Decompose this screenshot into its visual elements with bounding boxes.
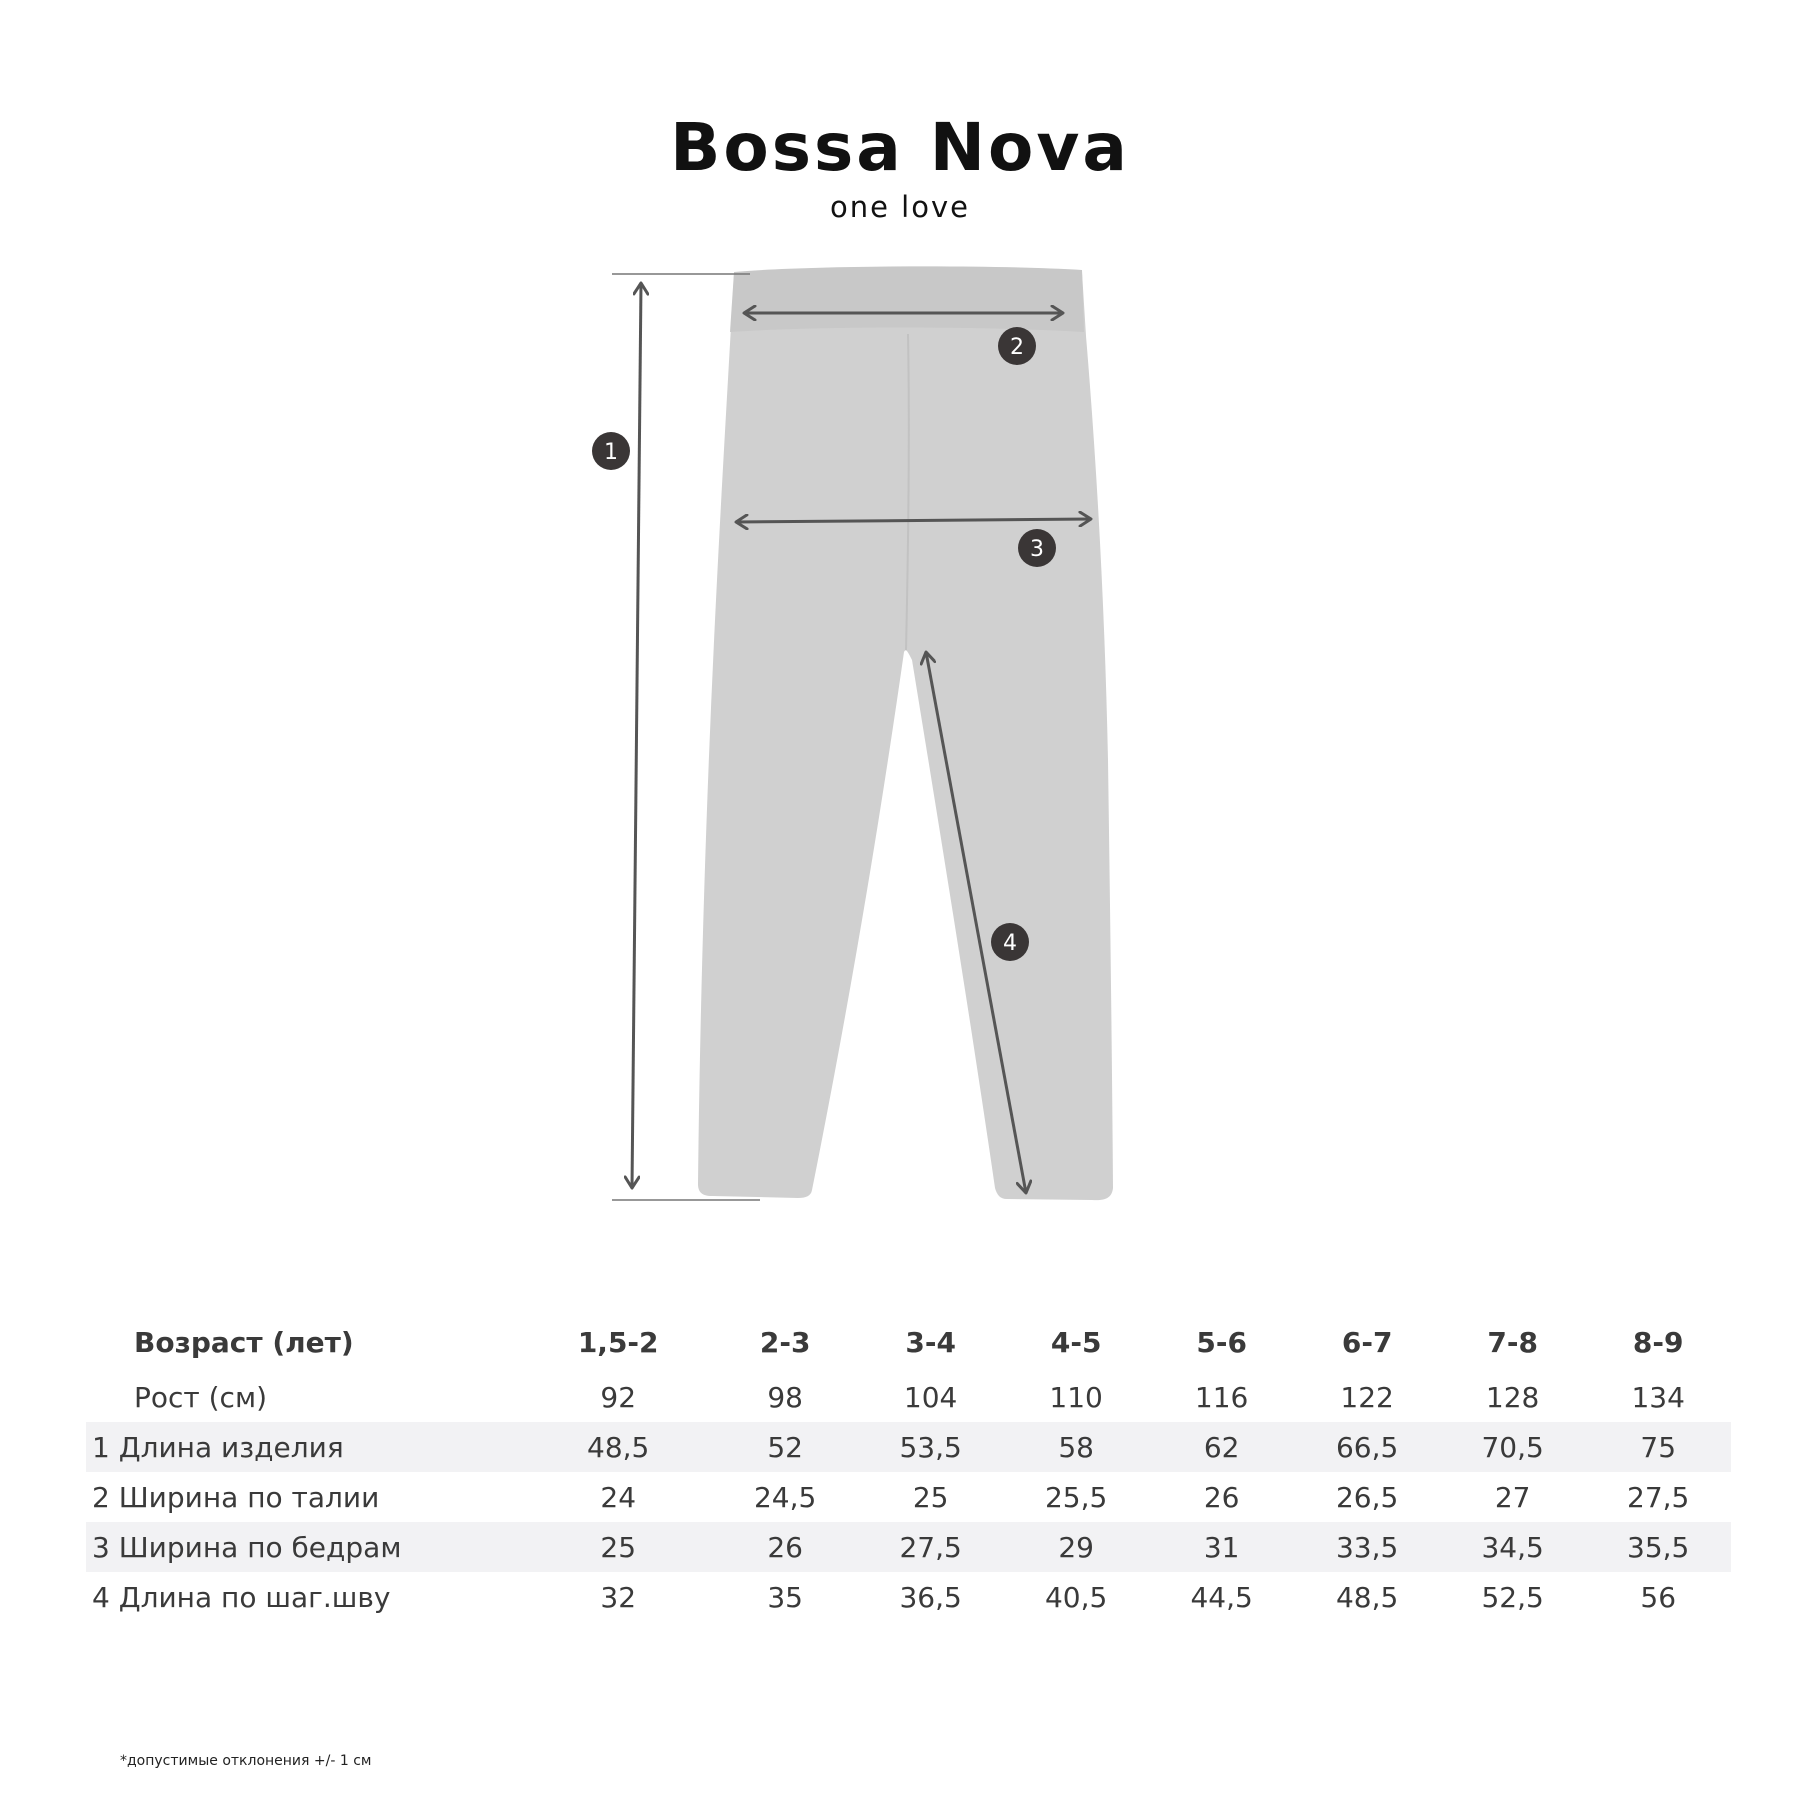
- marker-badge-1: [592, 432, 630, 470]
- table-cell: 32: [600, 1580, 637, 1614]
- table-cell: 27: [1494, 1480, 1531, 1514]
- size-header: 8-9: [1632, 1325, 1684, 1359]
- marker-label-2: 2: [1010, 335, 1024, 360]
- marker-badge-2: [998, 327, 1036, 365]
- age-header-label: Возраст (лет): [134, 1325, 354, 1359]
- marker-label-1: 1: [604, 440, 618, 465]
- table-cell: 27,5: [1627, 1480, 1690, 1514]
- height-label: Рост (см): [134, 1380, 267, 1414]
- brand-tagline: one love: [830, 190, 970, 224]
- leggings-shape: [698, 270, 1113, 1200]
- table-cell: 48,5: [1335, 1580, 1399, 1614]
- size-header: 6-7: [1341, 1325, 1393, 1359]
- size-header: 5-6: [1196, 1325, 1247, 1359]
- table-cell: 27,5: [858, 1522, 1004, 1572]
- table-cell: 24,5: [753, 1480, 817, 1514]
- table-cell: 66,5: [1294, 1422, 1440, 1472]
- table-cell: 53,5: [858, 1422, 1004, 1472]
- table-cell: 25: [912, 1480, 949, 1514]
- table-cell: 33,5: [1294, 1522, 1440, 1572]
- table-row: [86, 1422, 1731, 1472]
- tolerance-footnote: *допустимые отклонения +/- 1 см: [120, 1753, 372, 1769]
- marker-label-4: 4: [1003, 931, 1017, 956]
- length-arrow: [632, 283, 641, 1188]
- table-cell: 62: [1149, 1422, 1295, 1472]
- marker-label-3: 3: [1030, 537, 1044, 562]
- table-cell: 26: [712, 1522, 858, 1572]
- table-cell: 110: [1049, 1380, 1103, 1414]
- row-label: 4 Длина по шаг.шву: [92, 1580, 391, 1614]
- table-cell: 25: [524, 1522, 712, 1572]
- table-cell: 75: [1585, 1422, 1731, 1472]
- table-cell: 116: [1194, 1380, 1249, 1414]
- table-cell: 35: [767, 1580, 803, 1614]
- size-header: 1,5-2: [577, 1325, 659, 1359]
- table-cell: 24: [600, 1480, 637, 1514]
- size-header: 2-3: [759, 1325, 811, 1359]
- size-header: 7-8: [1487, 1325, 1538, 1359]
- table-cell: 34,5: [1440, 1522, 1586, 1572]
- table-cell: 44,5: [1190, 1580, 1253, 1614]
- size-header: 4-5: [1050, 1325, 1102, 1359]
- table-cell: 98: [767, 1380, 803, 1414]
- table-cell: 70,5: [1440, 1422, 1586, 1472]
- marker-badge-3: [1018, 529, 1056, 567]
- table-cell: 122: [1340, 1380, 1394, 1414]
- table-cell: 26,5: [1335, 1480, 1399, 1514]
- table-row: [86, 1522, 1731, 1572]
- table-cell: 40,5: [1044, 1580, 1108, 1614]
- row-label: 3 Ширина по бедрам: [86, 1522, 524, 1572]
- table-cell: 52: [712, 1422, 858, 1472]
- row-label: 2 Ширина по талии: [92, 1480, 380, 1514]
- row-label: 1 Длина изделия: [86, 1422, 524, 1472]
- size-chart-table: [86, 1312, 1731, 1622]
- table-cell: 92: [600, 1380, 637, 1414]
- table-header-row: [86, 1312, 1731, 1372]
- leggings-illustration: [698, 266, 1113, 1200]
- table-cell: 29: [1003, 1522, 1149, 1572]
- table-cell: 26: [1203, 1480, 1240, 1514]
- table-cell: 104: [903, 1380, 958, 1414]
- marker-badge-4: [991, 923, 1029, 961]
- height-row: [86, 1372, 1731, 1422]
- table-cell: 31: [1149, 1522, 1295, 1572]
- table-row: [86, 1472, 1731, 1522]
- table-cell: 134: [1631, 1380, 1685, 1414]
- table-cell: 25,5: [1044, 1480, 1108, 1514]
- table-cell: 35,5: [1585, 1522, 1731, 1572]
- table-row: [86, 1572, 1731, 1622]
- brand-name: Bossa Nova: [670, 109, 1130, 186]
- size-header: 3-4: [905, 1325, 956, 1359]
- table-cell: 48,5: [524, 1422, 712, 1472]
- table-cell: 52,5: [1481, 1580, 1544, 1614]
- table-cell: 58: [1003, 1422, 1149, 1472]
- waistband-shape: [730, 266, 1084, 332]
- table-cell: 128: [1485, 1380, 1540, 1414]
- table-cell: 36,5: [899, 1580, 962, 1614]
- table-cell: 56: [1640, 1580, 1677, 1614]
